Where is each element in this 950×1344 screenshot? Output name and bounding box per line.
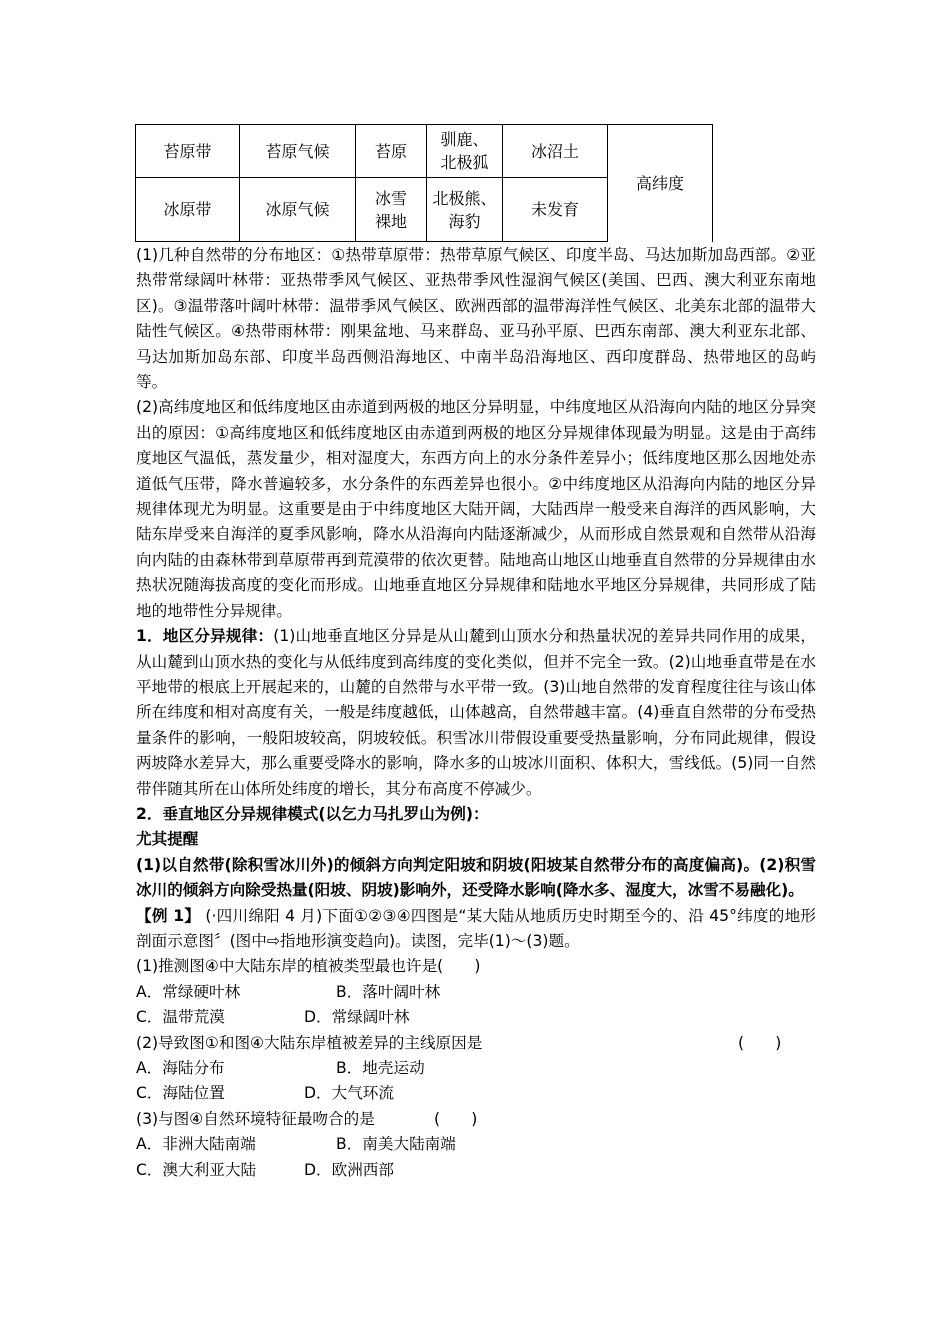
option-row (136, 980, 816, 1005)
option-row (136, 1056, 816, 1081)
natural-zone-table (135, 124, 713, 242)
example-intro (136, 904, 816, 955)
table-cell-belt: 冰原带 (136, 178, 240, 242)
option-row (136, 1005, 816, 1030)
section-text: (1)山地垂直地区分异是从山麓到山顶水分和热量状况的差异共同作用的成果，从山麓到山顶水热的变化与从低纬度到高纬度的变化类似，但并不完全一致。(2)山地垂直带是在水平地带的根底上开展起来的，山麓的自然带与水平带一致。(3)山地自然带的发育程度往往与该山体所在纬度和相对高度有关，一般是纬度越低，山体越高，自然带越丰富。(4)垂直自然带的分布受热量条件的影响，一般阳坡较高，阴坡较低。积雪冰川带假设重要受热量影响，分布同此规律，假设两坡降水差异大，那么重要受降水的影响，降水多的山坡冰川面积、体积大，雪线低。(5)同一自然带伴随其所在山体所处纬度的增长，其分布高度不停减少。 (136, 627, 817, 798)
option-row (136, 1132, 816, 1157)
answer-paren: ( ) (434, 1109, 478, 1128)
question-3 (136, 1107, 816, 1183)
question-stem: (1)推测图④中大陆东岸的植被类型最也许是( ) (136, 957, 481, 976)
animals-line: 北极狐 (440, 153, 489, 172)
question-1 (136, 954, 816, 1030)
paragraph-regional-rules (136, 624, 816, 802)
question-stem (136, 1107, 816, 1132)
table-cell-latitude: 高纬度 (608, 125, 713, 242)
option-a[interactable]: A．常绿硬叶林 (136, 982, 241, 1001)
animals-line: 北极熊、 (432, 188, 497, 208)
option-b[interactable]: B．南美大陆南端 (336, 1135, 456, 1154)
table-cell-animals (427, 178, 503, 242)
paragraph-zone-distribution: (1)几种自然带的分布地区：①热带草原带：热带草原气候区、印度半岛、马达加斯加岛西部。②亚热带常绿阔叶林带：亚热带季风气候区、亚热带季风性湿润气候区(美国、巴西、澳大利亚东南地区)。③温带落叶阔叶林带：温带季风气候区、欧洲西部的温带海洋性气候区、北美东北部的温带大陆性气候区。④热带雨林带：刚果盆地、马来群岛、亚马孙平原、巴西东南部、澳大利亚东北部、马达加斯加岛东部、印度半岛西侧沿海地区、中南半岛沿海地区、西印度群岛、热带地区的岛屿等。 (136, 246, 816, 392)
reminder-heading: 尤其提醒 (136, 830, 199, 849)
table-cell-soil: 未发育 (503, 178, 608, 242)
document-body (136, 243, 816, 1183)
table-cell-climate: 苔原气候 (240, 125, 356, 178)
table-cell-belt: 苔原带 (136, 125, 240, 178)
table-cell-vegetation: 苔原 (356, 125, 427, 178)
option-row (136, 1158, 816, 1183)
section-heading: 2．垂直地区分异规律模式(以乞力马扎罗山为例)： (136, 804, 489, 823)
question-2 (136, 1031, 816, 1107)
answer-paren: ( ) (738, 1033, 782, 1052)
animals-line: 海豹 (448, 211, 481, 231)
question-stem-text: (2)导致图①和图④大陆东岸植被差异的主线原因是 (136, 1033, 483, 1052)
vegetation-line: 冰雪 (374, 188, 407, 208)
paragraph-zonal-differentiation: (2)高纬度地区和低纬度地区由赤道到两极的地区分异明显，中纬度地区从沿海向内陆的地区分异突出的原因：①高纬度地区和低纬度地区由赤道到两极的地区分异规律体现最为明显。这是由于高纬度地区气温低，蒸发量少，相对湿度大，东西方向上的水分条件差异小；低纬度地区那么因地处赤道低气压带，降水普遍较多，水分条件的东西差异也很小。②中纬度地区从沿海向内陆的地区分异规律体现尤为明显。这重要是由于中纬度地区大陆开阔，大陆西岸一般受来自海洋的西风影响，大陆东岸受来自海洋的夏季风影响，降水从沿海向内陆逐渐减少，从而形成自然景观和自然带从沿海向内陆的由森林带到草原带再到荒漠带的依次更替。陆地高山地区山地垂直自然带的分异规律由水热状况随海拔高度的变化而形成。山地垂直地区分异规律和陆地水平地区分异规律，共同形成了陆地的地带性分异规律。 (136, 398, 816, 620)
option-c[interactable]: C．温带荒漠 (136, 1008, 225, 1027)
example-label: 【例 1】 (136, 906, 201, 925)
table-cell-animals (427, 125, 503, 178)
option-c[interactable]: C．澳大利亚大陆 (136, 1160, 257, 1179)
option-a[interactable]: A．海陆分布 (136, 1059, 225, 1077)
option-a[interactable]: A．非洲大陆南端 (136, 1135, 256, 1154)
example-text: (·四川绵阳 4 月)下面①②③④四图是“某大陆从地质历史时期至今的、沿 45°纬度的地形剖面示意图〞(图中⇨指地形演变趋向)。读图，完毕(1)～(3)题。 (136, 906, 816, 950)
question-stem (136, 1031, 816, 1056)
option-row (136, 1081, 816, 1106)
table-cell-climate: 冰原气候 (240, 178, 356, 242)
option-d[interactable]: D．大气环流 (304, 1084, 394, 1103)
table-cell-soil: 冰沼土 (503, 125, 608, 178)
reminder-text: (1)以自然带(除积雪冰川外)的倾斜方向判定阳坡和阴坡(阳坡某自然带分布的高度偏高)。(2)积雪冰川的倾斜方向除受热量(阳坡、阴坡)影响外，还受降水影响(降水多、湿度大，冰雪不易融化)。 (136, 855, 816, 900)
section-heading: 1．地区分异规律： (136, 627, 274, 646)
option-c[interactable]: C．海陆位置 (136, 1084, 225, 1103)
table-cell-vegetation (356, 178, 427, 242)
question-stem-text: (3)与图④自然环境特征最吻合的是 (136, 1109, 375, 1128)
option-d[interactable]: D．常绿阔叶林 (304, 1008, 410, 1027)
table-row (136, 125, 713, 178)
vegetation-line: 裸地 (374, 211, 407, 231)
option-b[interactable]: B．地壳运动 (336, 1059, 425, 1077)
animals-line: 驯鹿、 (440, 130, 489, 149)
option-b[interactable]: B．落叶阔叶林 (336, 982, 441, 1001)
option-d[interactable]: D．欧洲西部 (304, 1160, 394, 1179)
